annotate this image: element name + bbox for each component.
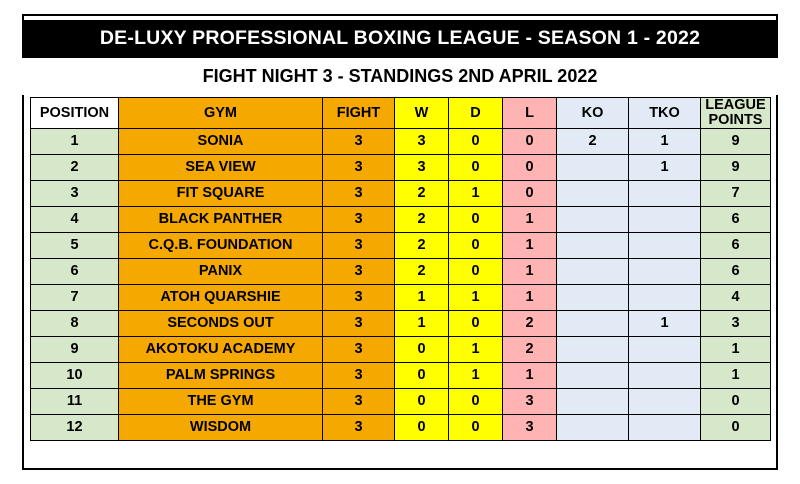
cell-league-points: 1: [701, 363, 771, 389]
title-block: [22, 20, 778, 95]
cell-league-points: 6: [701, 259, 771, 285]
cell-draws: 1: [449, 181, 503, 207]
cell-tko: [629, 207, 701, 233]
cell-gym: BLACK PANTHER: [119, 207, 323, 233]
cell-fight: 3: [323, 389, 395, 415]
cell-losses: 1: [503, 233, 557, 259]
cell-wins: 2: [395, 207, 449, 233]
column-header-draws: D: [449, 98, 503, 129]
cell-wins: 0: [395, 415, 449, 441]
cell-tko: [629, 363, 701, 389]
table-row: [31, 285, 771, 311]
table-row: [31, 155, 771, 181]
table-row: [31, 389, 771, 415]
cell-position: 10: [31, 363, 119, 389]
cell-draws: 0: [449, 129, 503, 155]
table-header: [31, 98, 771, 129]
league-title: DE-LUXY PROFESSIONAL BOXING LEAGUE - SEASON 1 - 2022: [22, 20, 778, 58]
cell-gym: SEA VIEW: [119, 155, 323, 181]
cell-fight: 3: [323, 207, 395, 233]
cell-draws: 1: [449, 363, 503, 389]
cell-fight: 3: [323, 311, 395, 337]
cell-wins: 0: [395, 363, 449, 389]
cell-draws: 0: [449, 415, 503, 441]
cell-ko: [557, 389, 629, 415]
cell-wins: 0: [395, 389, 449, 415]
cell-position: 2: [31, 155, 119, 181]
cell-tko: [629, 181, 701, 207]
cell-losses: 1: [503, 259, 557, 285]
cell-losses: 2: [503, 337, 557, 363]
table-row: [31, 129, 771, 155]
column-header-fight: FIGHT: [323, 98, 395, 129]
cell-losses: 0: [503, 181, 557, 207]
cell-wins: 1: [395, 311, 449, 337]
cell-ko: [557, 311, 629, 337]
cell-draws: 0: [449, 155, 503, 181]
table-row: [31, 311, 771, 337]
cell-ko: [557, 207, 629, 233]
cell-fight: 3: [323, 155, 395, 181]
cell-tko: [629, 389, 701, 415]
cell-league-points: 0: [701, 415, 771, 441]
table-row: [31, 233, 771, 259]
cell-tko: 1: [629, 311, 701, 337]
table-row: [31, 207, 771, 233]
cell-tko: [629, 337, 701, 363]
cell-losses: 0: [503, 129, 557, 155]
cell-ko: 2: [557, 129, 629, 155]
cell-draws: 1: [449, 285, 503, 311]
cell-wins: 3: [395, 155, 449, 181]
column-header-league-points: [701, 98, 771, 129]
cell-league-points: 0: [701, 389, 771, 415]
cell-league-points: 3: [701, 311, 771, 337]
cell-ko: [557, 363, 629, 389]
cell-position: 9: [31, 337, 119, 363]
cell-draws: 1: [449, 337, 503, 363]
cell-draws: 0: [449, 311, 503, 337]
cell-fight: 3: [323, 181, 395, 207]
cell-draws: 0: [449, 207, 503, 233]
cell-gym: PALM SPRINGS: [119, 363, 323, 389]
table-row: [31, 363, 771, 389]
cell-losses: 2: [503, 311, 557, 337]
cell-ko: [557, 259, 629, 285]
cell-ko: [557, 337, 629, 363]
cell-gym: SONIA: [119, 129, 323, 155]
cell-losses: 1: [503, 207, 557, 233]
cell-gym: AKOTOKU ACADEMY: [119, 337, 323, 363]
column-header-position: POSITION: [31, 98, 119, 129]
cell-position: 12: [31, 415, 119, 441]
cell-tko: 1: [629, 155, 701, 181]
cell-gym: PANIX: [119, 259, 323, 285]
cell-draws: 0: [449, 259, 503, 285]
table-row: [31, 337, 771, 363]
cell-tko: [629, 259, 701, 285]
cell-position: 3: [31, 181, 119, 207]
cell-fight: 3: [323, 363, 395, 389]
cell-wins: 0: [395, 337, 449, 363]
cell-fight: 3: [323, 129, 395, 155]
league-points-line2: POINTS: [708, 112, 763, 129]
cell-ko: [557, 155, 629, 181]
cell-position: 5: [31, 233, 119, 259]
cell-wins: 2: [395, 233, 449, 259]
cell-draws: 0: [449, 389, 503, 415]
cell-position: 1: [31, 129, 119, 155]
column-header-losses: L: [503, 98, 557, 129]
cell-wins: 2: [395, 181, 449, 207]
cell-ko: [557, 233, 629, 259]
cell-position: 6: [31, 259, 119, 285]
cell-league-points: 6: [701, 233, 771, 259]
table-row: [31, 259, 771, 285]
cell-fight: 3: [323, 259, 395, 285]
cell-tko: 1: [629, 129, 701, 155]
table-row: [31, 415, 771, 441]
cell-league-points: 7: [701, 181, 771, 207]
cell-tko: [629, 285, 701, 311]
cell-draws: 0: [449, 233, 503, 259]
cell-gym: FIT SQUARE: [119, 181, 323, 207]
standings-table: [30, 97, 771, 441]
cell-ko: [557, 181, 629, 207]
cell-wins: 3: [395, 129, 449, 155]
cell-league-points: 9: [701, 129, 771, 155]
league-points-line1: LEAGUE: [705, 97, 766, 113]
table-row: [31, 181, 771, 207]
cell-fight: 3: [323, 337, 395, 363]
cell-losses: 3: [503, 415, 557, 441]
cell-fight: 3: [323, 233, 395, 259]
cell-ko: [557, 415, 629, 441]
cell-gym: SECONDS OUT: [119, 311, 323, 337]
column-header-wins: W: [395, 98, 449, 129]
column-header-tko: TKO: [629, 98, 701, 129]
cell-tko: [629, 415, 701, 441]
column-header-ko: KO: [557, 98, 629, 129]
cell-fight: 3: [323, 285, 395, 311]
standings-subtitle: FIGHT NIGHT 3 - STANDINGS 2ND APRIL 2022: [22, 58, 778, 95]
cell-position: 4: [31, 207, 119, 233]
cell-losses: 0: [503, 155, 557, 181]
cell-wins: 2: [395, 259, 449, 285]
cell-gym: C.Q.B. FOUNDATION: [119, 233, 323, 259]
table-body: [31, 129, 771, 441]
cell-gym: ATOH QUARSHIE: [119, 285, 323, 311]
cell-position: 11: [31, 389, 119, 415]
column-header-gym: GYM: [119, 98, 323, 129]
cell-league-points: 9: [701, 155, 771, 181]
cell-position: 8: [31, 311, 119, 337]
cell-gym: THE GYM: [119, 389, 323, 415]
cell-league-points: 4: [701, 285, 771, 311]
header-row: [31, 98, 771, 129]
cell-losses: 3: [503, 389, 557, 415]
cell-losses: 1: [503, 285, 557, 311]
cell-wins: 1: [395, 285, 449, 311]
cell-ko: [557, 285, 629, 311]
cell-gym: WISDOM: [119, 415, 323, 441]
cell-tko: [629, 233, 701, 259]
cell-league-points: 6: [701, 207, 771, 233]
cell-league-points: 1: [701, 337, 771, 363]
cell-position: 7: [31, 285, 119, 311]
cell-losses: 1: [503, 363, 557, 389]
cell-fight: 3: [323, 415, 395, 441]
